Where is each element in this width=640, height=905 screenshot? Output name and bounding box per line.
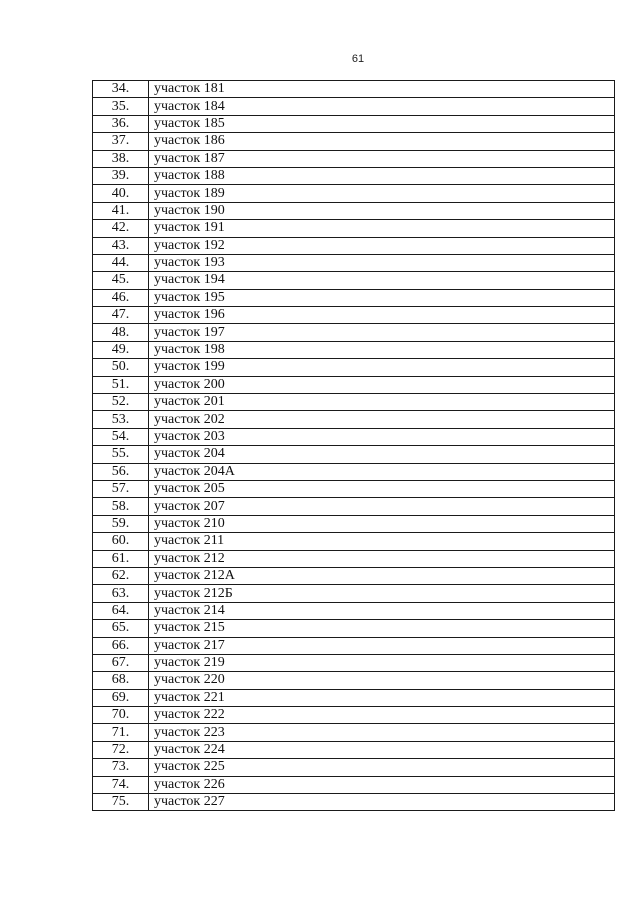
table-row <box>93 637 615 654</box>
row-number-cell: 61. <box>93 550 149 567</box>
table-row <box>93 428 615 445</box>
table-row <box>93 115 615 132</box>
plot-name-cell: участок 222 <box>149 707 615 724</box>
plot-name-cell: участок 212А <box>149 567 615 584</box>
table-row <box>93 759 615 776</box>
table-row <box>93 776 615 793</box>
plot-name-cell: участок 212Б <box>149 585 615 602</box>
row-number-cell: 66. <box>93 637 149 654</box>
table-row <box>93 220 615 237</box>
table-row <box>93 150 615 167</box>
row-number-cell: 45. <box>93 272 149 289</box>
table-row <box>93 237 615 254</box>
row-number-cell: 47. <box>93 307 149 324</box>
row-number-cell: 63. <box>93 585 149 602</box>
row-number-cell: 36. <box>93 115 149 132</box>
table-row <box>93 133 615 150</box>
plot-name-cell: участок 217 <box>149 637 615 654</box>
plot-name-cell: участок 204А <box>149 463 615 480</box>
table-row <box>93 307 615 324</box>
row-number-cell: 52. <box>93 394 149 411</box>
plot-name-cell: участок 185 <box>149 115 615 132</box>
table-body <box>93 81 615 811</box>
table-row <box>93 254 615 271</box>
row-number-cell: 69. <box>93 689 149 706</box>
plot-name-cell: участок 219 <box>149 654 615 671</box>
row-number-cell: 49. <box>93 341 149 358</box>
plot-name-cell: участок 207 <box>149 498 615 515</box>
table-row <box>93 550 615 567</box>
plot-name-cell: участок 181 <box>149 81 615 98</box>
row-number-cell: 73. <box>93 759 149 776</box>
table-row <box>93 359 615 376</box>
plot-name-cell: участок 190 <box>149 202 615 219</box>
table-row <box>93 602 615 619</box>
table-row <box>93 585 615 602</box>
table-row <box>93 567 615 584</box>
row-number-cell: 37. <box>93 133 149 150</box>
plot-name-cell: участок 200 <box>149 376 615 393</box>
plot-name-cell: участок 194 <box>149 272 615 289</box>
row-number-cell: 67. <box>93 654 149 671</box>
table-row <box>93 498 615 515</box>
table-row <box>93 394 615 411</box>
row-number-cell: 40. <box>93 185 149 202</box>
plot-name-cell: участок 226 <box>149 776 615 793</box>
row-number-cell: 41. <box>93 202 149 219</box>
row-number-cell: 59. <box>93 515 149 532</box>
table-row <box>93 741 615 758</box>
row-number-cell: 72. <box>93 741 149 758</box>
table-row <box>93 515 615 532</box>
plot-name-cell: участок 211 <box>149 533 615 550</box>
row-number-cell: 39. <box>93 167 149 184</box>
plot-name-cell: участок 224 <box>149 741 615 758</box>
row-number-cell: 62. <box>93 567 149 584</box>
table-row <box>93 272 615 289</box>
plot-name-cell: участок 187 <box>149 150 615 167</box>
plot-name-cell: участок 188 <box>149 167 615 184</box>
row-number-cell: 43. <box>93 237 149 254</box>
plot-name-cell: участок 195 <box>149 289 615 306</box>
row-number-cell: 54. <box>93 428 149 445</box>
table-row <box>93 620 615 637</box>
plot-name-cell: участок 203 <box>149 428 615 445</box>
plot-name-cell: участок 186 <box>149 133 615 150</box>
plot-name-cell: участок 227 <box>149 794 615 811</box>
row-number-cell: 58. <box>93 498 149 515</box>
plot-name-cell: участок 199 <box>149 359 615 376</box>
table-row <box>93 794 615 811</box>
row-number-cell: 74. <box>93 776 149 793</box>
row-number-cell: 75. <box>93 794 149 811</box>
table-row <box>93 167 615 184</box>
plot-name-cell: участок 221 <box>149 689 615 706</box>
table-row <box>93 672 615 689</box>
plot-name-cell: участок 212 <box>149 550 615 567</box>
plot-name-cell: участок 220 <box>149 672 615 689</box>
table-row <box>93 81 615 98</box>
table-row <box>93 689 615 706</box>
plot-name-cell: участок 210 <box>149 515 615 532</box>
row-number-cell: 64. <box>93 602 149 619</box>
plot-name-cell: участок 184 <box>149 98 615 115</box>
row-number-cell: 38. <box>93 150 149 167</box>
table-row <box>93 654 615 671</box>
table-row <box>93 98 615 115</box>
row-number-cell: 44. <box>93 254 149 271</box>
row-number-cell: 35. <box>93 98 149 115</box>
row-number-cell: 46. <box>93 289 149 306</box>
table-row <box>93 411 615 428</box>
table-row <box>93 724 615 741</box>
plot-name-cell: участок 204 <box>149 446 615 463</box>
row-number-cell: 42. <box>93 220 149 237</box>
plot-name-cell: участок 191 <box>149 220 615 237</box>
row-number-cell: 57. <box>93 480 149 497</box>
plot-name-cell: участок 223 <box>149 724 615 741</box>
table-row <box>93 324 615 341</box>
table-row <box>93 480 615 497</box>
row-number-cell: 65. <box>93 620 149 637</box>
plot-name-cell: участок 198 <box>149 341 615 358</box>
table-row <box>93 202 615 219</box>
plot-name-cell: участок 214 <box>149 602 615 619</box>
row-number-cell: 71. <box>93 724 149 741</box>
plots-table <box>92 80 615 811</box>
table-row <box>93 341 615 358</box>
plot-name-cell: участок 215 <box>149 620 615 637</box>
row-number-cell: 55. <box>93 446 149 463</box>
row-number-cell: 50. <box>93 359 149 376</box>
table-row <box>93 446 615 463</box>
row-number-cell: 60. <box>93 533 149 550</box>
row-number-cell: 70. <box>93 707 149 724</box>
row-number-cell: 48. <box>93 324 149 341</box>
table-row <box>93 533 615 550</box>
table-row <box>93 376 615 393</box>
row-number-cell: 68. <box>93 672 149 689</box>
plot-name-cell: участок 197 <box>149 324 615 341</box>
table-row <box>93 707 615 724</box>
plot-name-cell: участок 225 <box>149 759 615 776</box>
page-number: 61 <box>351 53 365 65</box>
row-number-cell: 53. <box>93 411 149 428</box>
plot-name-cell: участок 192 <box>149 237 615 254</box>
table-row <box>93 463 615 480</box>
row-number-cell: 56. <box>93 463 149 480</box>
row-number-cell: 34. <box>93 81 149 98</box>
row-number-cell: 51. <box>93 376 149 393</box>
table-row <box>93 185 615 202</box>
plot-name-cell: участок 193 <box>149 254 615 271</box>
plot-name-cell: участок 189 <box>149 185 615 202</box>
plot-name-cell: участок 205 <box>149 480 615 497</box>
plot-name-cell: участок 201 <box>149 394 615 411</box>
plot-name-cell: участок 196 <box>149 307 615 324</box>
table-row <box>93 289 615 306</box>
plot-name-cell: участок 202 <box>149 411 615 428</box>
